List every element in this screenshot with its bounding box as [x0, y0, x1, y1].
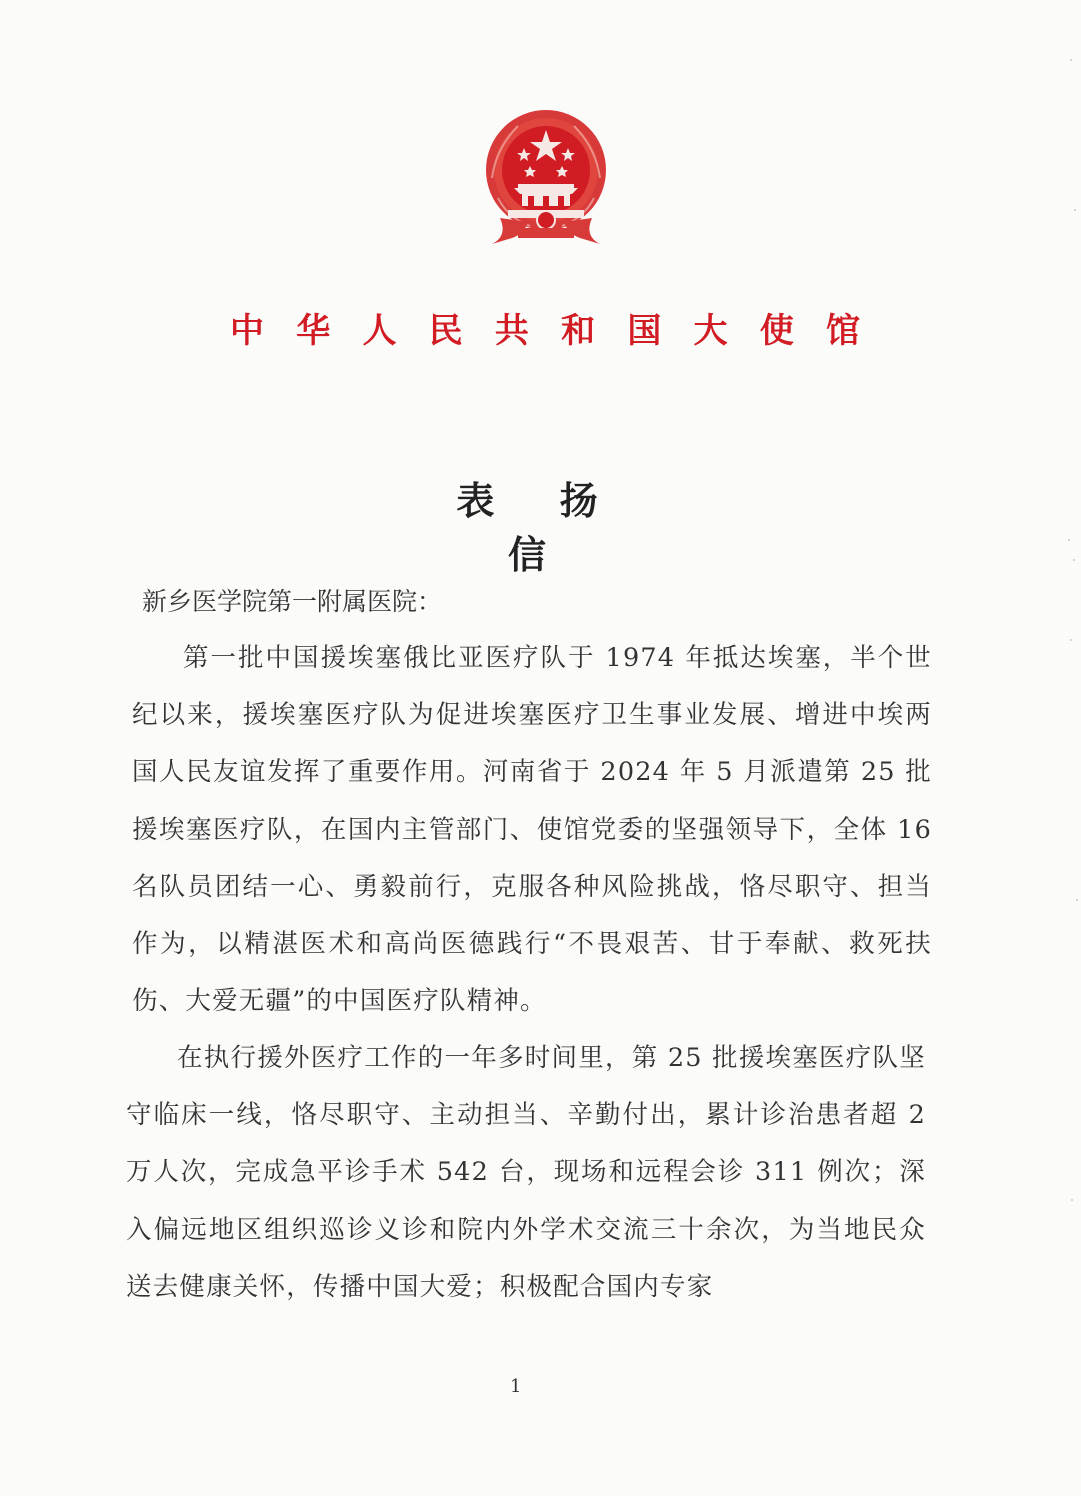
- body-paragraph: 第一批中国援埃塞俄比亚医疗队于 1974 年抵达埃塞，半个世纪以来，援埃塞医疗队为促进埃塞医疗卫生事业发展、增进中埃两国人民友谊发挥了重要作用。河南省于 2024 年 5 月派遣第 25 批援埃塞医疗队，在国内主管部门、使馆党委的坚强领导下，全体 16 名队员团结一心、勇毅前行，克服各种风险挑战，恪尽职守、担当作为，以精湛医术和高尚医德践行“不畏艰苦、甘于奉献、救死扶伤、大爱无疆”的中国医疗队精神。: [132, 643, 932, 1017]
- letter-title: 表 扬 信: [456, 478, 624, 577]
- letterhead-char: 共: [494, 311, 529, 351]
- letterhead-char: 人: [362, 311, 397, 351]
- letterhead-char: 和: [561, 311, 596, 351]
- letterhead-char: 大: [693, 311, 728, 351]
- letterhead-char: 民: [428, 311, 463, 351]
- letterhead: [230, 306, 860, 356]
- body-paragraph: 在执行援外医疗工作的一年多时间里，第 25 批援埃塞医疗队坚守临床一线，恪尽职守、主动担当、辛勤付出，累计诊治患者超 2 万人次，完成急平诊手术 542 台，现场和远程会诊 311 例次；深入偏远地区组织巡诊义诊和院内外学术交流三十余次，为当地民众送去健康关怀，传播中国大爱；积极配合国内专家: [126, 1043, 926, 1302]
- letterhead-char: 华: [296, 311, 331, 351]
- national-emblem-icon: [478, 108, 614, 248]
- scan-edge-marks: [1041, 0, 1081, 1496]
- letterhead-char: 中: [230, 311, 264, 351]
- letterhead-char: 馆: [825, 311, 860, 351]
- letterhead-char: 使: [759, 311, 794, 351]
- letterhead-char: 国: [627, 311, 662, 351]
- page-number: 1: [510, 1376, 522, 1397]
- salutation: 新乡医学院第一附属医院：: [142, 587, 443, 616]
